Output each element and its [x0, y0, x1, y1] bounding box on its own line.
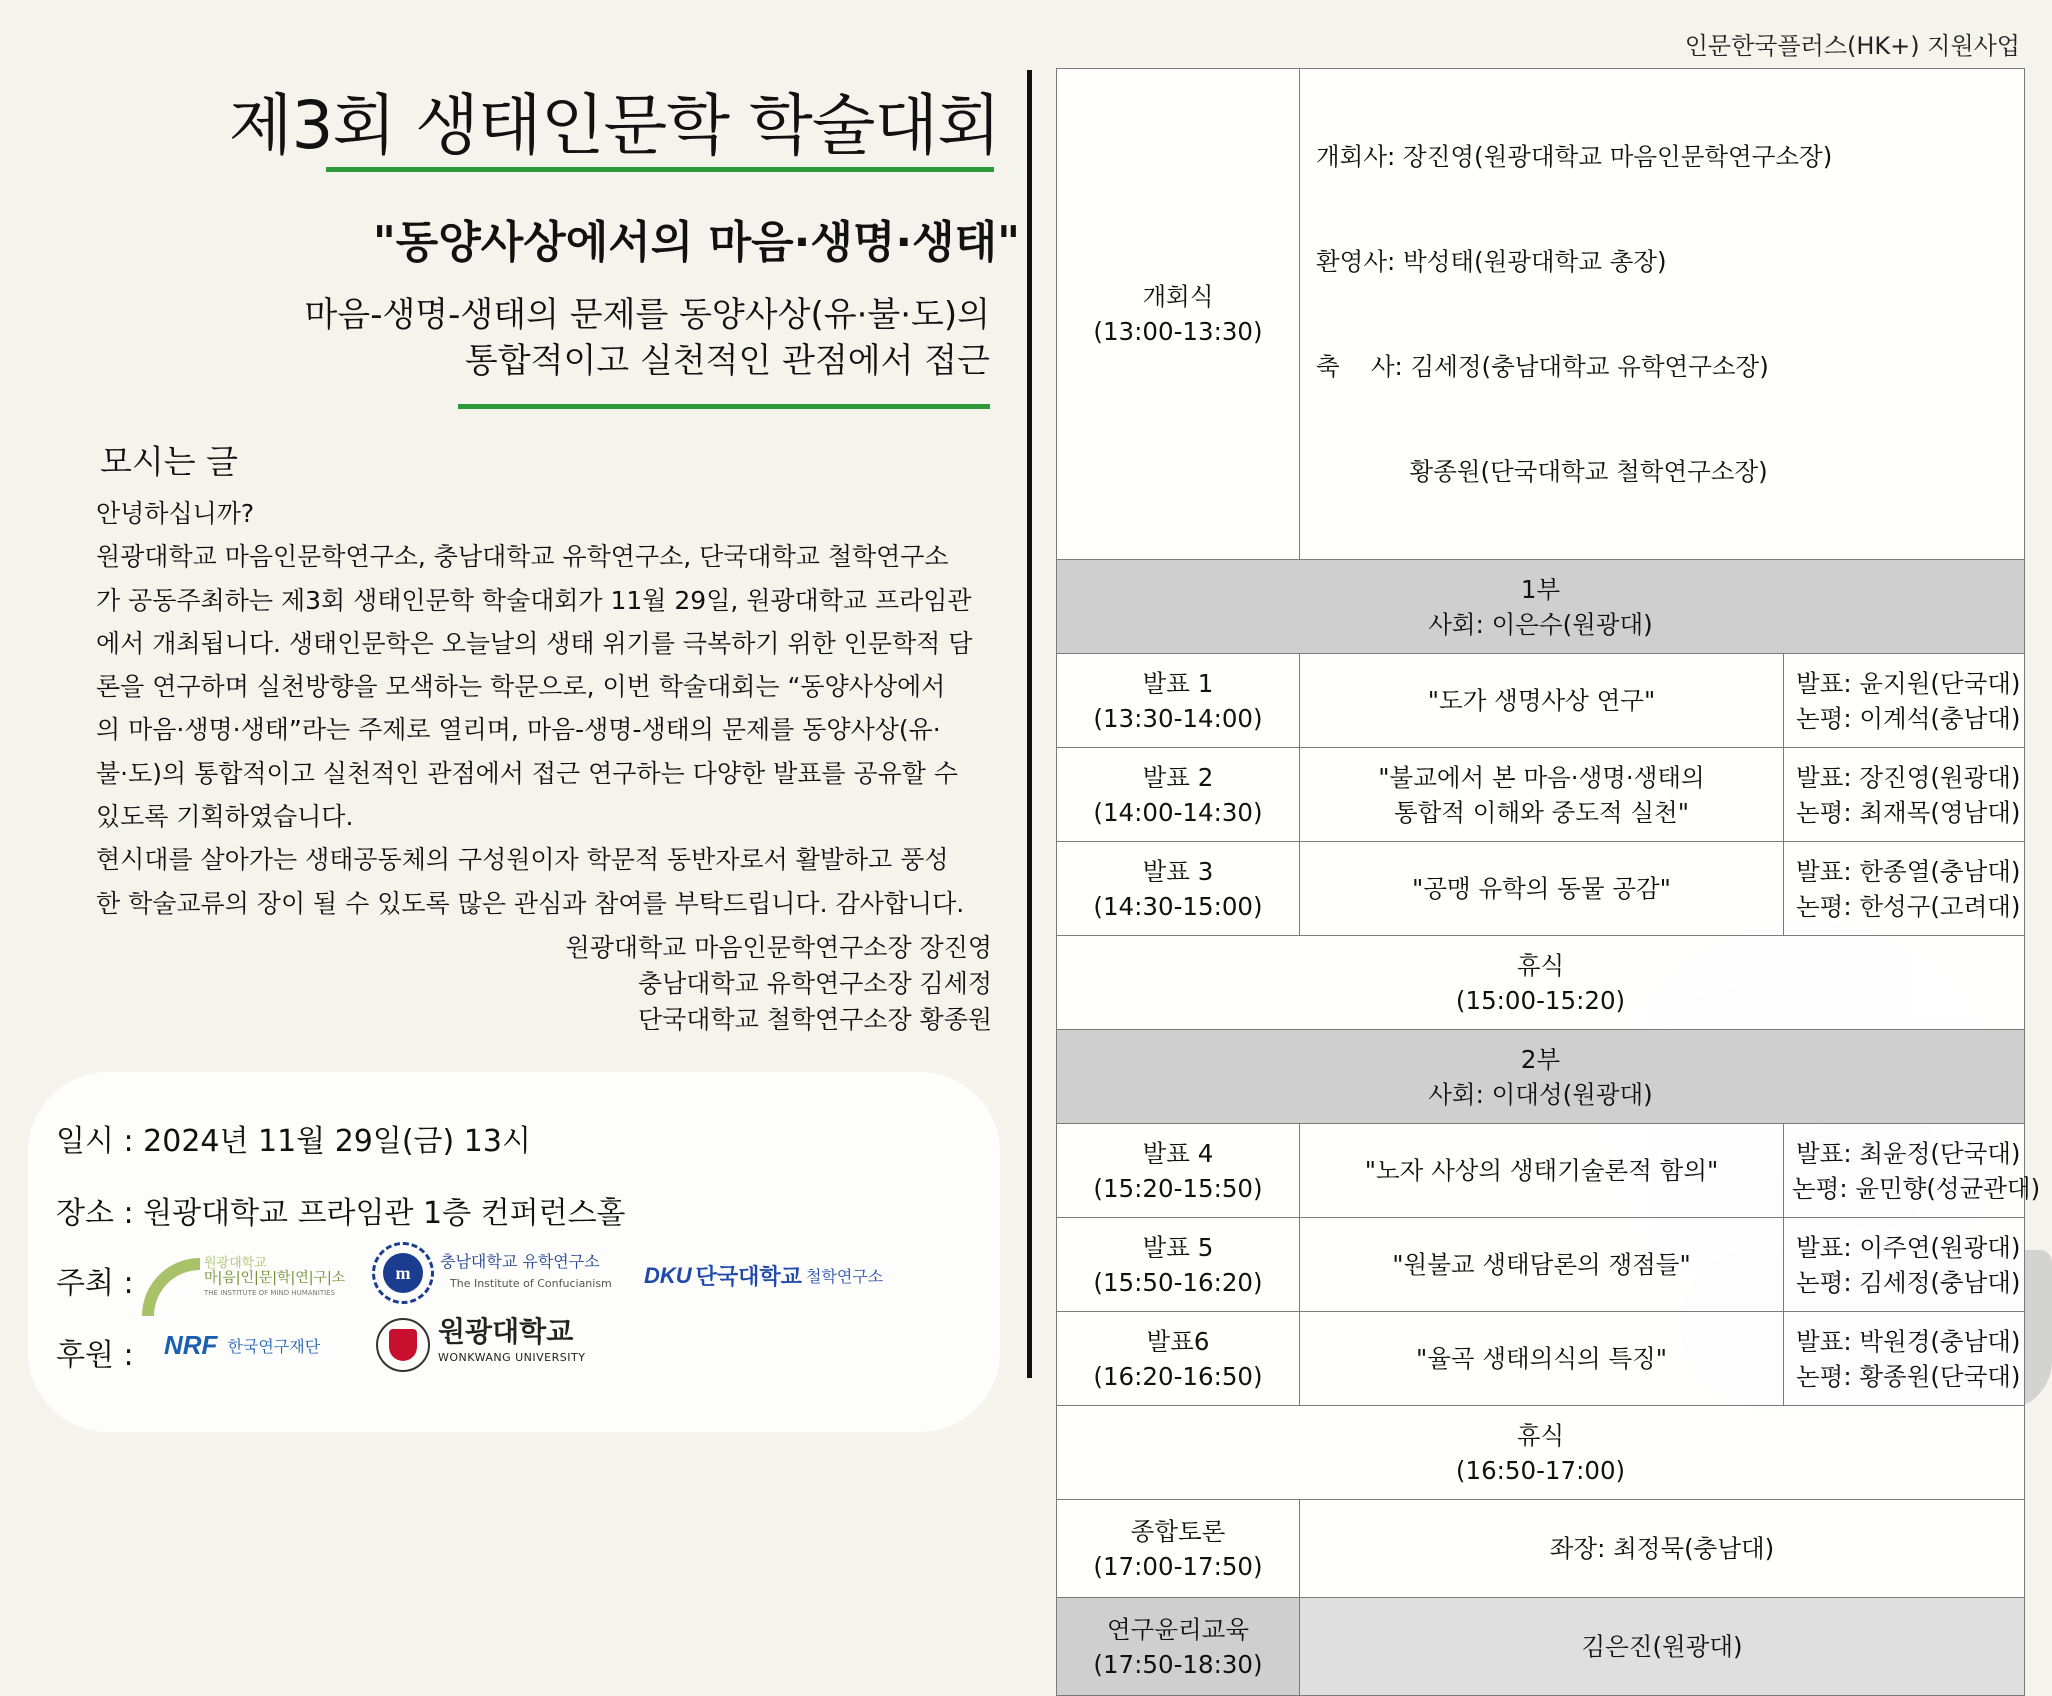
schedule-row-opening: [1057, 69, 2025, 560]
opening-time: (13:00-13:30): [1093, 317, 1263, 346]
cnu-institute-en: The Institute of Confucianism: [450, 1277, 612, 1290]
signature-line: 충남대학교 유학연구소장 김세정: [638, 969, 992, 998]
part2-host: 사회: 이대성(원광대): [1428, 1079, 1653, 1109]
talk-people-cell: [1784, 842, 2025, 936]
ethics-label: 연구윤리교육: [1106, 1614, 1249, 1644]
theme-description-line: 마음-생명-생태의 문제를 동양사상(유·불·도)의: [304, 295, 990, 335]
talk-time: (13:30-14:00): [1093, 703, 1263, 733]
schedule-row-talk: [1057, 1218, 2025, 1312]
page-subtitle: "동양사상에서의 마음·생명·생태": [372, 217, 1020, 268]
talk-title: "공맹 유학의 동물 공감": [1412, 874, 1671, 903]
part1-host: 사회: 이은수(원광대): [1428, 609, 1653, 639]
ethics-instructor: 김은진(원광대): [1581, 1632, 1743, 1661]
opening-detail-line: 개회사: 장진영(원광대학교 마음인문학연구소장): [1316, 142, 1833, 171]
ethics-time-cell: [1057, 1598, 1300, 1696]
schedule-row-discussion: [1057, 1500, 2025, 1598]
talk-label: 발표 1: [1142, 668, 1214, 698]
letter-line: 현시대를 살아가는 생태공동체의 구성원이자 학문적 동반자로서 활발하고 풍성: [96, 845, 949, 875]
talk-title-cell: [1300, 654, 1784, 748]
letter-signatures: [500, 930, 992, 1038]
talk-discussant: 논평: 최재목(영남대): [1796, 797, 2021, 827]
letter-line: 한 학술교류의 장이 될 수 있도록 많은 관심과 참여를 부탁드립니다. 감사합니다.: [96, 888, 965, 918]
nrf-name: 한국연구재단: [227, 1337, 321, 1356]
letter-line: 원광대학교 마음인문학연구소, 충남대학교 유학연구소, 단국대학교 철학연구소: [96, 542, 949, 572]
break-cell: [1057, 936, 2025, 1030]
mind-institute-name: 마|음|인|문|학|연|구|소: [204, 1269, 346, 1286]
schedule-row-part1: [1057, 560, 2025, 654]
letter-line: 론을 연구하며 실천방향을 모색하는 학문으로, 이번 학술대회는 “동양사상에서: [96, 672, 946, 702]
talk-title-cell: [1300, 1312, 1784, 1406]
letter-line: 의 마음·생명·생태”라는 주제로 열리며, 마음-생명-생태의 문제를 동양사상(유·: [96, 715, 941, 745]
mind-institute-en: THE INSTITUTE OF MIND HUMANITIES: [204, 1288, 336, 1297]
talk-time-cell: [1057, 654, 1300, 748]
nrf-mark: NRF: [164, 1330, 218, 1360]
dku-institute-logo: [644, 1260, 883, 1291]
part1-header-cell: [1057, 560, 2025, 654]
program-note: 인문한국플러스(HK+) 지원사업: [1684, 32, 2020, 60]
letter-line: 가 공동주최하는 제3회 생태인문학 학술대회가 11월 29일, 원광대학교 프라임관: [96, 585, 972, 615]
talk-time: (16:20-16:50): [1093, 1361, 1263, 1391]
talk-discussant: 논평: 한성구(고려대): [1796, 891, 2021, 921]
ethics-time: (17:50-18:30): [1093, 1649, 1263, 1679]
schedule-row-talk: [1057, 842, 2025, 936]
schedule-row-talk: [1057, 1312, 2025, 1406]
talk-label: 발표 4: [1142, 1138, 1214, 1168]
cnu-emblem-icon: m: [372, 1242, 434, 1304]
talk-discussant: 논평: 황종원(단국대): [1796, 1361, 2021, 1391]
nrf-logo: [164, 1330, 320, 1361]
mind-institute-logo: [142, 1240, 345, 1316]
opening-label: 개회식: [1142, 282, 1214, 311]
description-underline: [458, 404, 990, 409]
talk-label: 발표 3: [1142, 856, 1214, 886]
schedule-row-talk: [1057, 1124, 2025, 1218]
event-date: 일시 : 2024년 11월 29일(금) 13시: [56, 1124, 531, 1159]
letter-line: 있도록 기획하였습니다.: [96, 802, 354, 832]
cnu-institute-logo: [372, 1242, 612, 1304]
talk-presenter: 발표: 장진영(원광대): [1796, 762, 2021, 792]
talk-time: (15:50-16:20): [1093, 1267, 1263, 1297]
discussion-time-cell: [1057, 1500, 1300, 1598]
discussion-chair: 좌장: 최정묵(충남대): [1549, 1534, 1775, 1563]
part2-title: 2부: [1520, 1044, 1561, 1074]
talk-time-cell: [1057, 1312, 1300, 1406]
letter-line: 불·도)의 통합적이고 실천적인 관점에서 접근 연구하는 다양한 발표를 공유할 수: [96, 758, 959, 788]
mind-institute-emblem: [142, 1258, 200, 1316]
talk-discussant: 논평: 윤민향(성균관대): [1792, 1173, 2041, 1203]
schedule-row-talk: [1057, 654, 2025, 748]
part2-header-cell: [1057, 1030, 2025, 1124]
talk-time: (15:20-15:50): [1093, 1173, 1263, 1203]
talk-people-cell: [1784, 748, 2025, 842]
talk-discussant: 논평: 이계석(충남대): [1796, 703, 2021, 733]
break-time: (15:00-15:20): [1455, 985, 1626, 1015]
talk-title-cell: [1300, 842, 1784, 936]
talk-discussant: 논평: 김세정(충남대): [1796, 1267, 2021, 1297]
schedule-row-talk: [1057, 748, 2025, 842]
schedule-table: [1056, 68, 2041, 1696]
opening-detail-line: 황종원(단국대학교 철학연구소장): [1316, 457, 1768, 486]
letter-body: [96, 492, 996, 925]
discussion-chair-cell: [1300, 1500, 2025, 1598]
schedule-row-part2: [1057, 1030, 2025, 1124]
discussion-label: 종합토론: [1130, 1516, 1226, 1546]
talk-time-cell: [1057, 748, 1300, 842]
ethics-instructor-cell: [1300, 1598, 2025, 1696]
talk-time-cell: [1057, 842, 1300, 936]
wku-logo: [376, 1315, 586, 1372]
signature-line: 단국대학교 철학연구소장 황종원: [638, 1005, 992, 1034]
host-label: 주최 :: [56, 1266, 134, 1301]
column-divider: [1027, 70, 1032, 1378]
talk-title: "도가 생명사상 연구": [1427, 686, 1656, 715]
break-label: 휴식: [1516, 1420, 1565, 1450]
dku-sub: 철학연구소: [805, 1267, 884, 1286]
talk-time: (14:00-14:30): [1093, 797, 1263, 827]
dku-emblem-icon: DKU: [644, 1262, 692, 1288]
talk-people-cell: [1784, 1218, 2025, 1312]
page-title: 제3회 생태인문학 학술대회: [228, 87, 1000, 164]
part1-title: 1부: [1520, 574, 1561, 604]
talk-presenter: 발표: 박원경(충남대): [1796, 1326, 2021, 1356]
talk-time-cell: [1057, 1124, 1300, 1218]
opening-time-cell: [1057, 69, 1300, 560]
title-underline: [326, 167, 994, 172]
cnu-institute-name: 충남대학교 유학연구소: [440, 1252, 600, 1271]
talk-people-cell: [1784, 1312, 2025, 1406]
break-time: (16:50-17:00): [1455, 1455, 1626, 1485]
talk-title-cell: [1300, 1124, 1784, 1218]
opening-detail-line: 환영사: 박성태(원광대학교 총장): [1316, 247, 1667, 276]
talk-title: "율곡 생태의식의 특징": [1415, 1344, 1668, 1373]
letter-line: 에서 개최됩니다. 생태인문학은 오늘날의 생태 위기를 극복하기 위한 인문학적 담: [96, 628, 973, 658]
wku-emblem-icon: [376, 1318, 430, 1372]
signature-line: 원광대학교 마음인문학연구소장 장진영: [565, 933, 992, 962]
mind-institute-top-text: 원광대학교: [204, 1255, 267, 1271]
letter-title: 모시는 글: [100, 442, 239, 481]
support-label: 후원 :: [56, 1338, 134, 1373]
talk-people-cell: [1784, 654, 2025, 748]
talk-time: (14:30-15:00): [1093, 891, 1263, 921]
theme-description: [200, 292, 990, 384]
talk-people-cell: [1784, 1124, 2041, 1218]
talk-time-cell: [1057, 1218, 1300, 1312]
event-venue: 장소 : 원광대학교 프라임관 1층 컨퍼런스홀: [56, 1196, 626, 1231]
theme-description-line: 통합적이고 실천적인 관점에서 접근: [464, 341, 990, 381]
discussion-time: (17:00-17:50): [1093, 1551, 1263, 1581]
opening-detail-line: 축 사: 김세정(충남대학교 유학연구소장): [1316, 352, 1769, 381]
wku-en: WONKWANG UNIVERSITY: [438, 1351, 586, 1364]
schedule-row-break: [1057, 936, 2025, 1030]
talk-presenter: 발표: 이주연(원광대): [1796, 1232, 2021, 1262]
dku-name: 단국대학교: [695, 1265, 802, 1290]
wku-name: 원광대학교: [438, 1315, 574, 1348]
talk-label: 발표6: [1146, 1326, 1210, 1356]
schedule-row-ethics: [1057, 1598, 2025, 1696]
talk-label: 발표 2: [1142, 762, 1214, 792]
talk-title-cell: [1300, 748, 1784, 842]
talk-title-line2: 통합적 이해와 중도적 실천": [1394, 797, 1689, 827]
schedule-row-break: [1057, 1406, 2025, 1500]
talk-label: 발표 5: [1142, 1232, 1214, 1262]
letter-line: 안녕하십니까?: [96, 499, 255, 528]
talk-presenter: 발표: 최윤정(단국대): [1796, 1138, 2021, 1168]
talk-title-cell: [1300, 1218, 1784, 1312]
talk-presenter: 발표: 한종열(충남대): [1796, 856, 2021, 886]
opening-details-cell: [1300, 69, 2025, 560]
talk-title: "원불교 생태담론의 쟁점들": [1392, 1250, 1691, 1279]
break-label: 휴식: [1516, 950, 1565, 980]
break-cell: [1057, 1406, 2025, 1500]
talk-title: "노자 사상의 생태기술론적 함의": [1364, 1156, 1719, 1185]
event-info-box: [28, 1072, 1000, 1432]
talk-presenter: 발표: 윤지원(단국대): [1796, 668, 2021, 698]
talk-title: "불교에서 본 마음·생명·생태의: [1378, 762, 1705, 792]
